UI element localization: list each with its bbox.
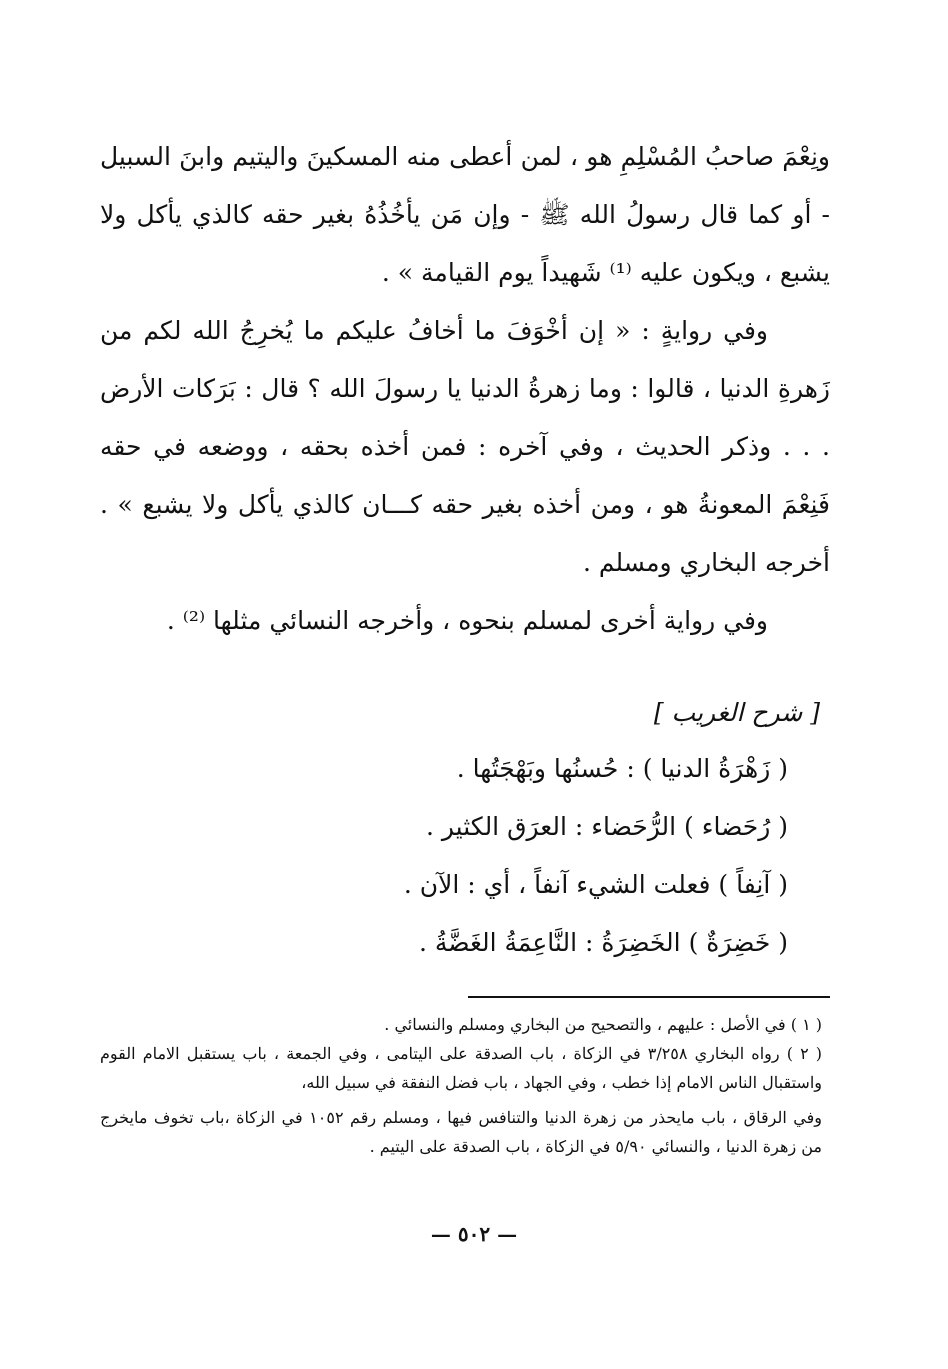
gloss-item-khadira: ( خَضِرَةٌ ) الخَضِرَةُ : النَّاعِمَةُ الغَضَّةُ . bbox=[418, 928, 788, 957]
page-number: — ٥٠٢ — bbox=[430, 1222, 518, 1246]
footnotes bbox=[100, 1010, 822, 1161]
footnote-2-part-2: وفي الرقاق ، باب مايحذر من زهرة الدنيا والتنافس فيها ، ومسلم رقم ١٠٥٢ في الزكاة ،باب تخوف مايخرج من زهرة الدنيا ، والنسائي ٥/٩٠ في الزكاة ، باب الصدقة على اليتيم . bbox=[100, 1108, 822, 1156]
main-text bbox=[100, 128, 830, 650]
gloss-item-anifan: ( آنِفاً ) فعلت الشيء آنفاً ، أي : الآن . bbox=[403, 870, 788, 899]
footnote-2-part-1: ( ٢ ) رواه البخاري ٣/٢٥٨ في الزكاة ، باب الصدقة على اليتامى ، وفي الجمعة ، باب يستقبل الامام القوم واستقبال الناس الامام إذا خطب ، وفي الجهاد ، باب فضل النفقة في سبيل الله، bbox=[100, 1044, 823, 1092]
paragraph-2: وفي روايةٍ : « إن أخْوَفَ ما أخافُ عليكم ما يُخرِجُ الله لكم من زَهرةِ الدنيا ، قالوا : وما زهرةُ الدنيا يا رسولَ الله ؟ قال : بَرَكات الأرض . . . وذكر الحديث ، وفي آخره : فمن أخذه بحقه ، ووضعه في حقه فَنِعْمَ المعونةُ هو ، ومن أخذه بغير حقه كـــان كالذي يأكل ولا يشبع » . أخرجه البخاري ومسلم . bbox=[100, 316, 830, 577]
footnote-1: ( ١ ) في الأصل : عليهم ، والتصحيح من البخاري ومسلم والنسائي . bbox=[384, 1015, 822, 1034]
gloss-item-zahra: ( زَهْرَةُ الدنيا ) : حُسنُها وبَهْجَتُها . bbox=[456, 754, 788, 783]
paragraph-3: وفي رواية أخرى لمسلم بنحوه ، وأخرجه النسائي مثلها ⁽²⁾ . bbox=[166, 606, 768, 635]
gloss-list bbox=[188, 740, 788, 972]
sharh-heading: [ شرح الغريب ] bbox=[653, 698, 820, 727]
footnote-divider bbox=[468, 996, 830, 998]
paragraph-1: ونِعْمَ صاحبُ المُسْلِمِ هو ، لمن أعطى منه المسكينَ واليتيم وابنَ السبيل - أو كما قال رسولُ الله ﷺ - وإن مَن يأخُذُهُ بغير حقه كالذي يأكل ولا يشبع ، ويكون عليه ⁽¹⁾ شَهيداً يوم القيامة » . bbox=[100, 142, 830, 287]
gloss-item-rudaa: ( رُحَضاء ) الرُّحَضاء : العرَق الكثير . bbox=[425, 812, 788, 841]
